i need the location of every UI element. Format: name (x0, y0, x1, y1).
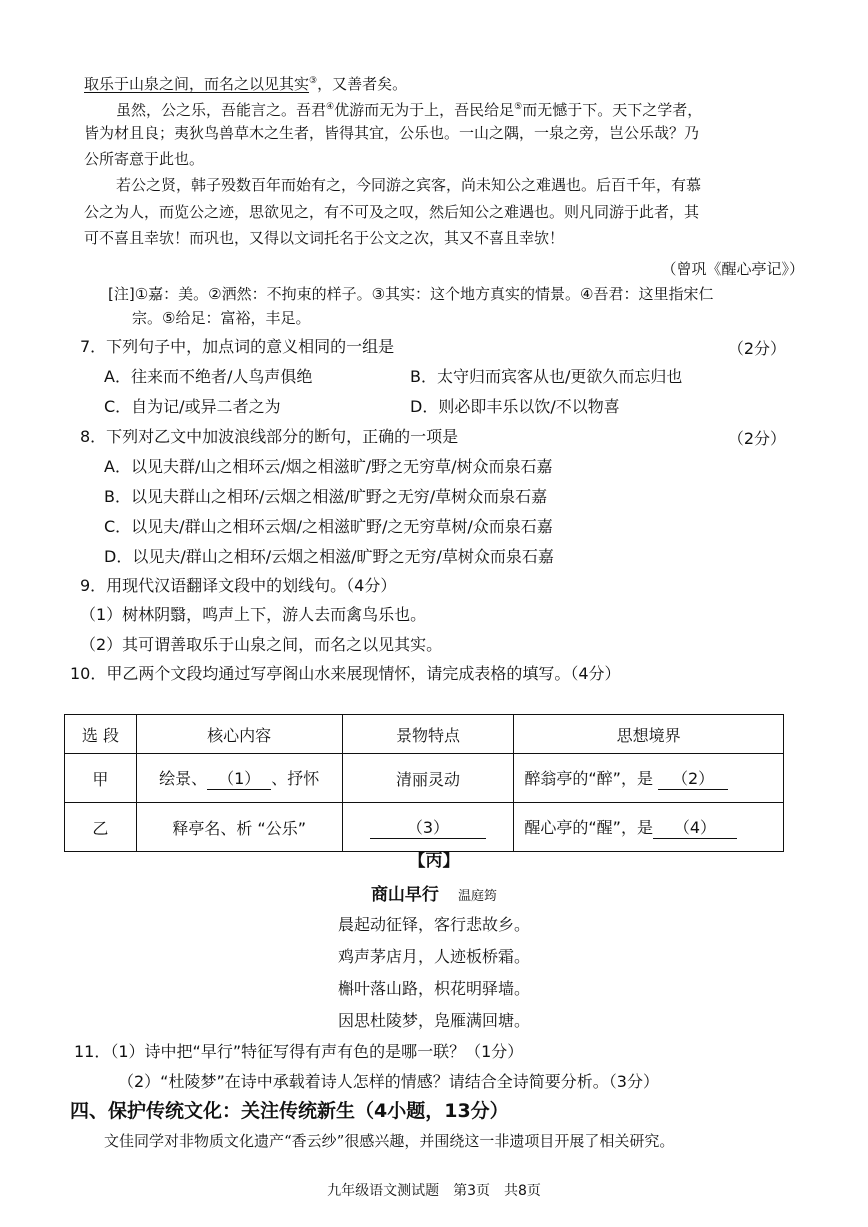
q10-stem: 10．甲乙两个文段均通过写亭阁山水来展现情怀，请完成表格的填写。（4分） (70, 664, 621, 683)
q8-score: （2分） (727, 429, 786, 448)
q9-sentence-1: （1）树林阴翳，鸣声上下，游人去而禽鸟乐也。 (80, 605, 427, 624)
table-header-core: 核心内容 (136, 715, 342, 754)
passage-p2-line-2: 皆为材且良；夷狄鸟兽草木之生者，皆得其宜，公乐也。一山之隅，一泉之旁，岂公乐哉？乃 (84, 124, 700, 142)
q8-stem: 8．下列对乙文中加波浪线部分的断句，正确的一项是 (80, 427, 459, 446)
row1-segment: 甲 (65, 754, 137, 803)
q7-score: （2分） (727, 339, 786, 358)
blank-1[interactable]: （1） (207, 766, 271, 790)
section-4-intro: 文佳同学对非物质文化遗产“香云纱”很感兴趣，并围绕这一非遗项目开展了相关研究。 (104, 1132, 675, 1150)
q8-option-b: B．以见夫群山之相环/云烟之相滋/旷野之无穷/草树众而泉石嘉 (104, 487, 548, 506)
q8-option-d: D．以见夫/群山之相环/云烟之相滋/旷野之无穷/草树众而泉石嘉 (104, 547, 554, 566)
row2-scene (342, 803, 514, 852)
q11-sentence-1: 11．（1）诗中把“早行”特征写得有声有色的是哪一联？（1分） (74, 1042, 524, 1061)
table-row (65, 803, 784, 852)
poem-title-line (0, 880, 868, 905)
row2-core: 释亭名、析 “公乐” (136, 803, 342, 852)
row1-scene: 清丽灵动 (342, 754, 514, 803)
q7-option-b: B．太守归而宾客从也/更欲久而忘归也 (410, 367, 683, 386)
row1-core: 绘景、 （1） 、抒怀 (136, 754, 342, 803)
q11-sentence-2: （2）“杜陵梦”在诗中承载着诗人怎样的情感？请结合全诗简要分析。（3分） (118, 1072, 659, 1091)
poem-line-1: 晨起动征铎，客行悲故乡。 (337, 915, 530, 934)
q8-option-a: A．以见夫群/山之相环云/烟之相滋旷/野之无穷草/树众而泉石嘉 (104, 457, 553, 476)
q8-option-c: C．以见夫/群山之相环云烟/之相滋旷野/之无穷草树/众而泉石嘉 (104, 517, 553, 536)
table-header-thought: 思想境界 (514, 715, 784, 754)
passage-source: （曾巩《醒心亭记》） (661, 260, 804, 278)
q7-option-d: D．则必即丰乐以饮/不以物喜 (410, 397, 620, 416)
poem-title: 商山早行 (370, 885, 439, 905)
blank-2[interactable]: （2） (658, 766, 728, 790)
q9-stem: 9．用现代汉语翻译文段中的划线句。（4分） (80, 576, 397, 595)
q7-option-c: C．自为记/或异二者之为 (104, 397, 281, 416)
poem-author: 温庭筠 (458, 889, 498, 904)
passage-p3-line-2: 公之为人，而览公之迹，思欲见之，有不可及之叹，然后知公之难遇也。则凡同游于此者，其 (84, 203, 700, 221)
page-footer: 九年级语文测试题 第3页 共8页 (327, 1183, 541, 1199)
note-line-1: [注]①嘉：美。②洒然：不拘束的样子。③其实：这个地方真实的情景。④吾君：这里指宋仁 (108, 285, 714, 303)
table-header-segment: 选 段 (65, 715, 137, 754)
note-line-2: 宗。⑤给足：富裕，丰足。 (132, 309, 311, 327)
passage-p2-line-1: 虽然，公之乐，吾能言之。吾君④优游而无为于上，吾民给足⑤而无憾于下。天下之学者， (116, 101, 703, 119)
q7-stem: 7．下列句子中，加点词的意义相同的一组是 (80, 337, 395, 356)
q9-sentence-2: （2）其可谓善取乐于山泉之间，而名之以见其实。 (80, 635, 443, 654)
q10-table (64, 714, 784, 852)
section-4-heading: 四、保护传统文化：关注传统新生（4小题，13分） (70, 1100, 509, 1122)
blank-4[interactable]: （4） (653, 815, 737, 839)
table-row (65, 754, 784, 803)
section-bing-label: 【丙】 (408, 851, 460, 871)
poem-line-2: 鸡声茅店月，人迹板桥霜。 (337, 947, 530, 966)
passage-p3-line-1: 若公之贤，韩子殁数百年而始有之，今同游之宾客，尚未知公之难遇也。后百千年，有慕 (116, 176, 702, 194)
row2-segment: 乙 (65, 803, 137, 852)
blank-3[interactable]: （3） (370, 815, 486, 839)
underlined-sentence: 取乐于山泉之间，而名之以见其实 (84, 75, 310, 93)
passage-p3-line-3: 可不喜且幸欤！而巩也，又得以文词托名于公文之次，其又不喜且幸欤！ (84, 229, 565, 247)
table-header-scene: 景物特点 (342, 715, 514, 754)
row1-thought: 醉翁亭的“醉”，是 （2） (514, 754, 784, 803)
passage-line-1: 取乐于山泉之间，而名之以见其实③，又善者矣。 (84, 75, 408, 93)
poem-line-3: 槲叶落山路，枳花明驿墙。 (337, 979, 530, 998)
row2-thought: 醒心亭的“醒”，是 （4） (514, 803, 784, 852)
q7-option-a: A．往来而不绝者/人鸟声俱绝 (104, 367, 313, 386)
poem-line-4: 因思杜陵梦，凫雁满回塘。 (337, 1011, 530, 1030)
passage-p2-line-3: 公所寄意于此也。 (84, 150, 205, 168)
